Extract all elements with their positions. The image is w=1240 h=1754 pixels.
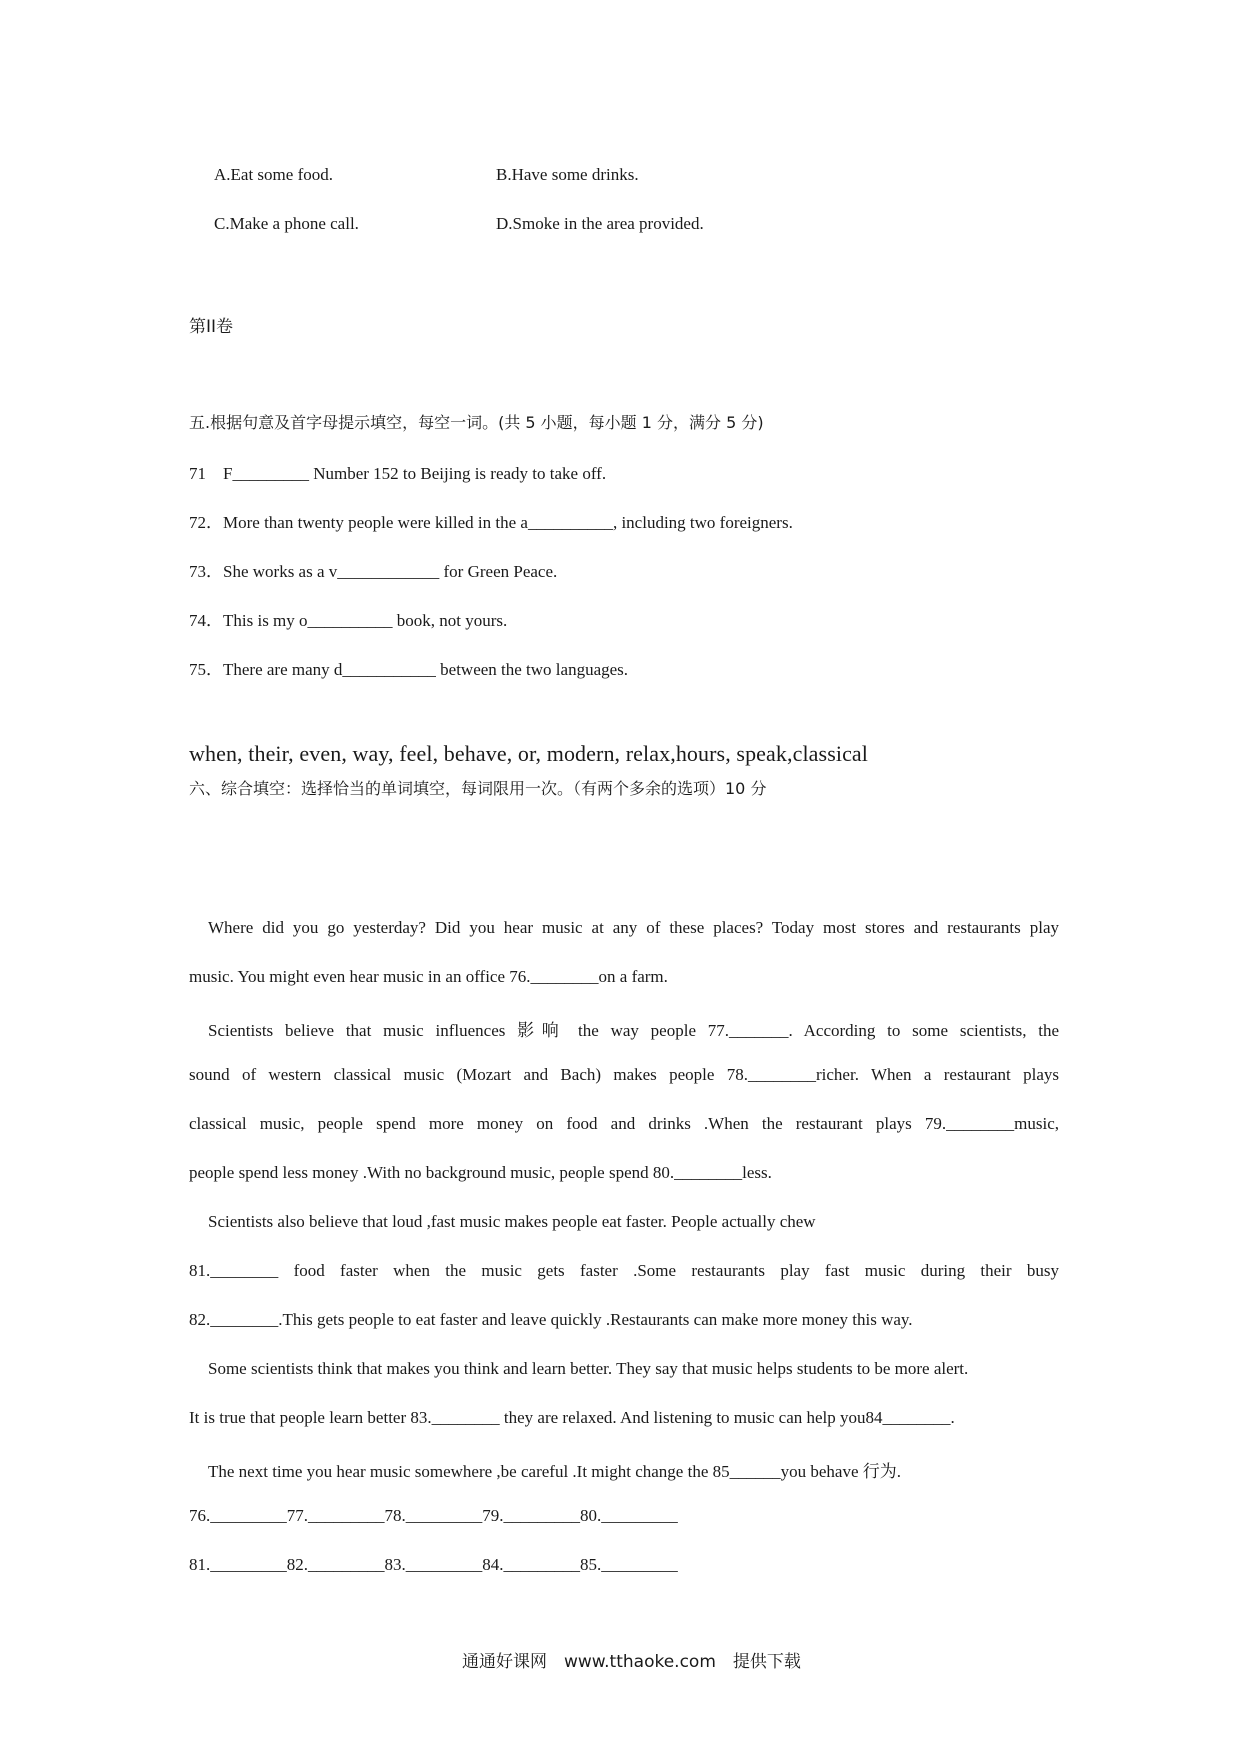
passage-line-9: 82.________.This gets people to eat faster and leave quickly .Restaurants can make more money this way.	[189, 1310, 913, 1329]
option-a: A.Eat some food.	[214, 165, 333, 184]
passage-line-10: Some scientists think that makes you think and learn better. They say that music helps students to be more alert.	[208, 1359, 969, 1378]
passage-line-8: 81.________ food faster when the music gets faster .Some restaurants play fast music during their busy	[189, 1261, 1059, 1280]
option-b: B.Have some drinks.	[496, 165, 639, 184]
passage-line-11: It is true that people learn better 83.________ they are relaxed. And listening to music can help you84________.	[189, 1408, 955, 1427]
section6-heading: 六、综合填空：选择恰当的单词填空，每词限用一次。（有两个多余的选项）10 分	[189, 779, 767, 798]
section5-heading: 五.根据句意及首字母提示填空，每空一词。(共 5 小题，每小题 1 分，满分 5 分)	[189, 413, 764, 432]
passage-line-6: people spend less money .With no background music, people spend 80.________less.	[189, 1163, 772, 1182]
passage-line-5: classical music, people spend more money on food and drinks .When the restaurant plays 79.________music,	[189, 1114, 1059, 1133]
word-bank: when, their, even, way, feel, behave, or, modern, relax,hours, speak,classical	[189, 741, 869, 766]
section5-item-75: 75．There are many d___________ between the two languages.	[189, 660, 629, 679]
section5-item-73: 73．She works as a v____________ for Green Peace.	[189, 562, 558, 581]
passage-line-4: sound of western classical music (Mozart and Bach) makes people 78.________richer. When a restaurant plays	[189, 1065, 1059, 1084]
option-d: D.Smoke in the area provided.	[496, 214, 704, 233]
section5-item-72: 72．More than twenty people were killed in the a__________, including two foreigners.	[189, 513, 793, 532]
passage-line-2: music. You might even hear music in an office 76.________on a farm.	[189, 967, 668, 986]
section5-item-71: 71 F_________ Number 152 to Beijing is ready to take off.	[189, 464, 607, 483]
volume-title: 第II卷	[189, 317, 234, 337]
passage-line-1: Where did you go yesterday? Did you hear music at any of these places? Today most stores and restaurants play	[208, 918, 1059, 937]
answer-row-2: 81._________82._________83._________84._________85._________	[189, 1555, 678, 1574]
passage-line-7: Scientists also believe that loud ,fast music makes people eat faster. People actually chew	[208, 1212, 816, 1231]
option-c: C.Make a phone call.	[214, 214, 359, 233]
passage-line-12: The next time you hear music somewhere ,be careful .It might change the 85______you behave 行为.	[208, 1462, 902, 1481]
footer-credit: 通通好课网 www.tthaoke.com 提供下载	[462, 1652, 801, 1672]
passage-line-3: Scientists believe that music influences 影响 the way people 77._______. According to some scientists, the	[208, 1021, 1059, 1040]
section5-item-74: 74．This is my o__________ book, not yours.	[189, 611, 508, 630]
answer-row-1: 76._________77._________78._________79._________80._________	[189, 1506, 678, 1525]
